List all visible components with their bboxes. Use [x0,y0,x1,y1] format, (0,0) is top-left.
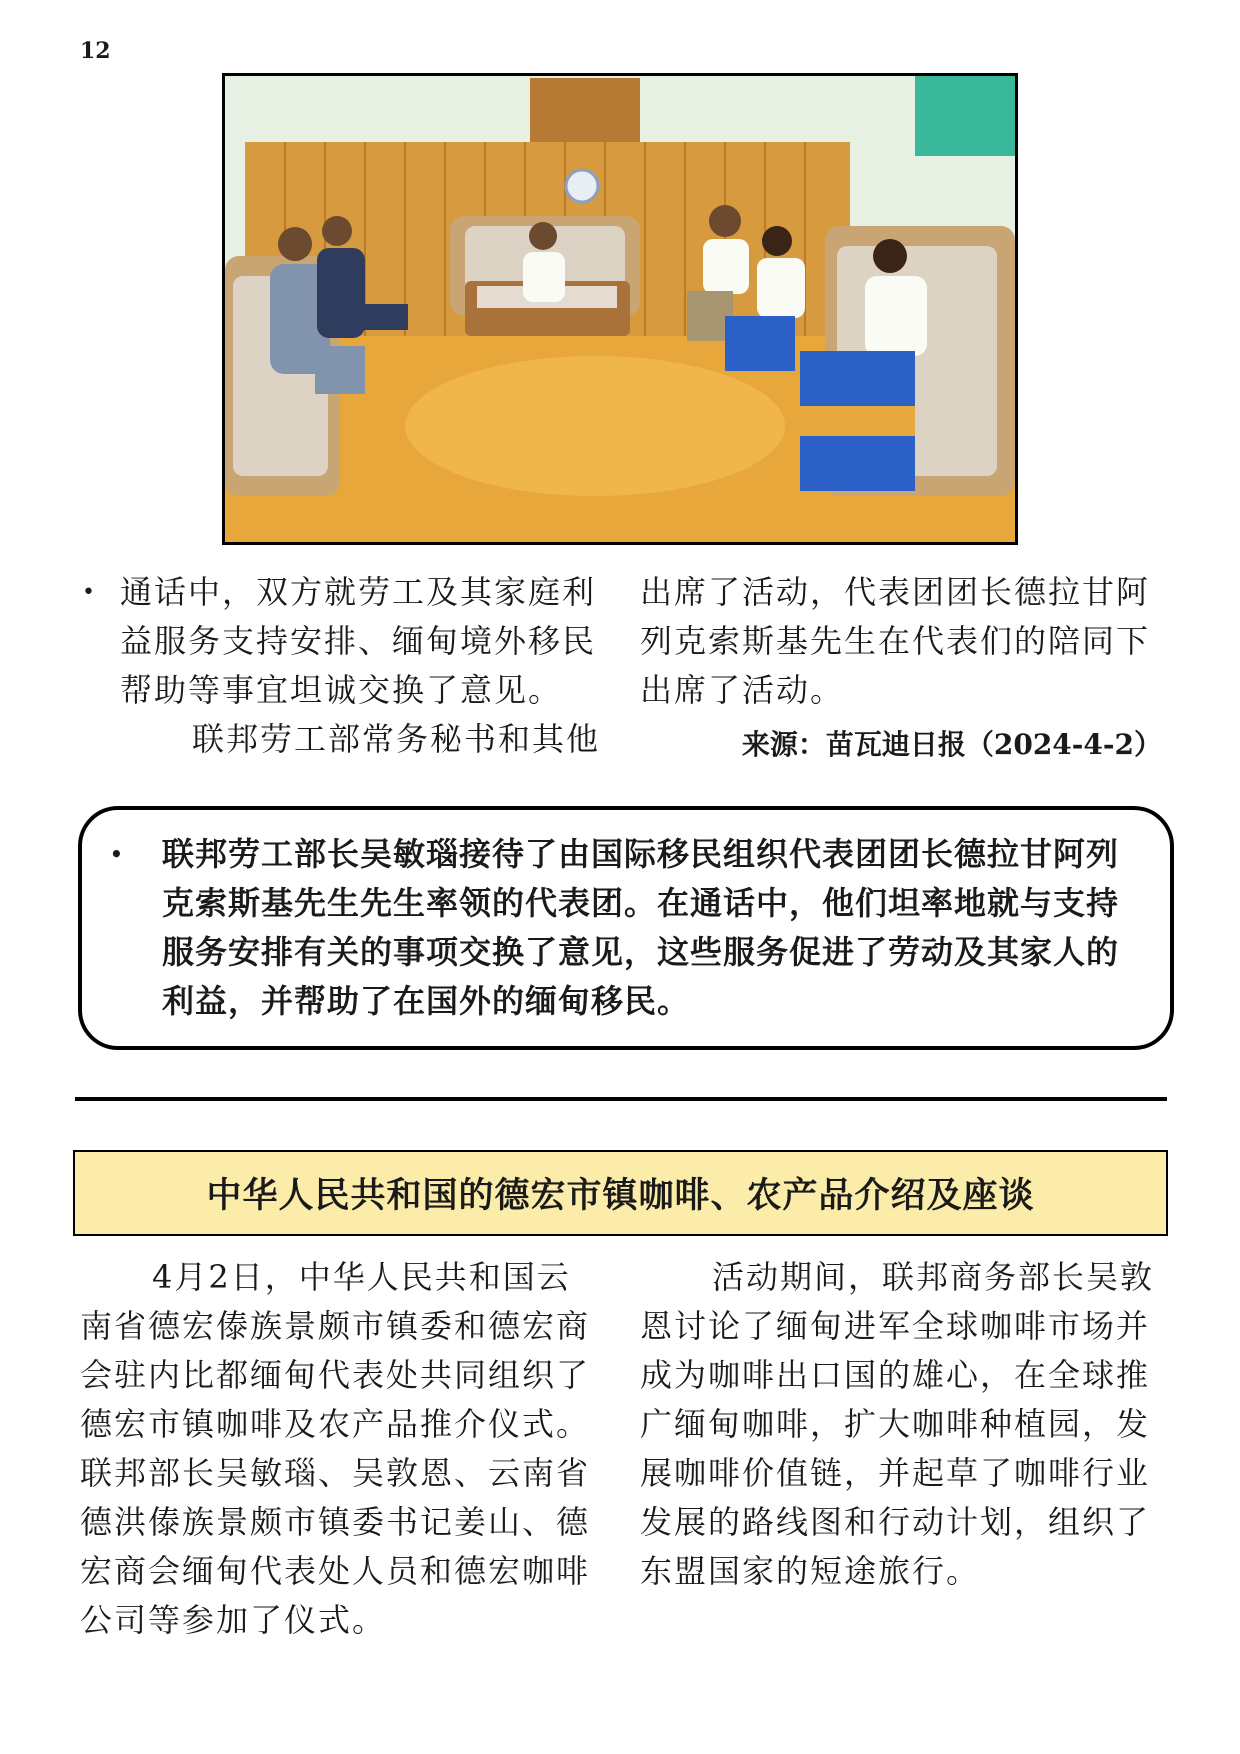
article2-para2: 活动期间，联邦商务部长吴敦恩讨论了缅甸进军全球咖啡市场并成为咖啡出口国的雄心，在全球推广缅甸咖啡，扩大咖啡种植园，发展咖啡价值链，并起草了咖啡行业发展的路线图和行动计划，组织了东盟国家的短途旅行。 [640,1258,1155,1590]
article2-headline: 中华人民共和国的德宏市镇咖啡、农产品介绍及座谈 [206,1176,1035,1216]
curtain [915,76,1015,156]
summary-bullet-paragraph [110,830,1140,1026]
emblem [566,170,598,202]
article1-right-column [640,568,1162,715]
summary-box [78,806,1174,1050]
wood-carving [530,78,640,144]
article2-right-column [640,1253,1162,1596]
section-divider [75,1097,1167,1101]
article1-para2: 联邦劳工部常务秘书和其他 [192,720,601,758]
bullet-icon: • [82,580,97,605]
page-number: 12 [80,38,111,64]
headline-box [73,1150,1168,1236]
article1-bullet-paragraph [80,568,600,715]
article1-para1: 通话中，双方就劳工及其家庭利益服务支持安排、缅甸境外移民帮助等事宜坦诚交换了意见。 [120,573,597,709]
bullet-icon: • [110,842,124,866]
article1-left-column [80,568,600,715]
article2-left-column [80,1253,602,1645]
article1-cont [120,715,602,764]
meeting-photo [222,73,1018,545]
article1-source-wrap [640,720,1162,769]
article1-para2-continued: 出席了活动，代表团团长德拉甘阿列克索斯基先生在代表们的陪同下出席了活动。 [640,573,1151,709]
article2-para1: 4月2日，中华人民共和国云南省德宏傣族景颇市镇委和德宏商会驻内比都缅甸代表处共同组织了德宏市镇咖啡及农产品推介仪式。联邦部长吴敏瑙、吴敦恩、云南省德洪傣族景颇市镇委书记姜山、德宏商会缅甸代表处人员和德宏咖啡公司等参加了仪式。 [80,1258,591,1639]
summary-text: 联邦劳工部长吴敏瑙接待了由国际移民组织代表团团长德拉甘阿列克索斯基先生先生率领的代表团。在通话中，他们坦率地就与支持服务安排有关的事项交换了意见，这些服务促进了劳动及其家人的利益，并帮助了在国外的缅甸移民。 [162,835,1120,1020]
article1-source: 来源：苗瓦迪日报（2024-4-2） [741,728,1162,761]
